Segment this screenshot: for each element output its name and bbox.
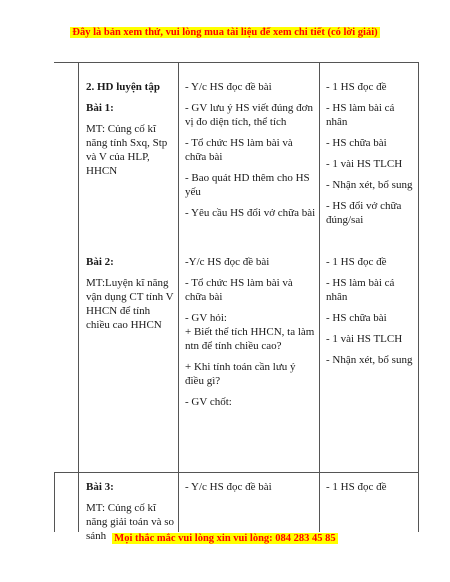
table-left-border [78, 62, 79, 532]
bai3-left-cell [86, 480, 176, 550]
student-step: - HS chữa bài [326, 312, 387, 324]
student-step: - 1 HS đọc đề [326, 481, 387, 493]
bai1-left-cell [86, 80, 174, 185]
student-step: - 1 HS đọc đề [326, 256, 387, 268]
exercise-title: Bài 1: [86, 102, 114, 114]
teacher-step: - Tổ chức HS làm bài và chữa bài [185, 137, 293, 163]
bai2-left-cell [86, 255, 174, 339]
exercise-goal: MT: Củng cố kĩ năng giải toán và so sánh [86, 502, 174, 542]
bai1-student-cell [326, 80, 416, 234]
student-step: - 1 vài HS TLCH [326, 158, 403, 170]
table-column-divider-2 [319, 62, 320, 532]
bai2-student-cell [326, 255, 416, 374]
student-step: - HS làm bài cá nhân [326, 102, 395, 128]
table-right-border [418, 62, 419, 532]
contact-banner [0, 533, 450, 544]
teacher-step: -Y/c HS đọc đề bài [185, 256, 270, 268]
section-heading: 2. HD luyện tập [86, 81, 160, 93]
teacher-step: - Y/c HS đọc đề bài [185, 81, 272, 93]
teacher-step: - GV lưu ý HS viết đúng đơn vị đo diện tích, thể tích [185, 102, 313, 128]
teacher-step: - GV chốt: [185, 396, 232, 408]
student-step: - 1 vài HS TLCH [326, 333, 403, 345]
exercise-goal: MT:Luyện kĩ năng vận dụng CT tính V HHCN để tính chiều cao HHCN [86, 277, 174, 331]
student-step: - HS đổi vở chữa đúng/sai [326, 200, 402, 226]
student-step: - Nhận xét, bổ sung [326, 179, 413, 191]
teacher-step: - Bao quát HD thêm cho HS yếu [185, 172, 310, 198]
student-step: - 1 HS đọc đề [326, 81, 387, 93]
student-step: - HS chữa bài [326, 137, 387, 149]
exercise-title: Bài 2: [86, 256, 114, 268]
exercise-goal: MT: Củng cố kĩ năng tính Sxq, Stp và V của HLP, HHCN [86, 123, 168, 177]
bai3-student-cell [326, 480, 416, 501]
table-outer-left-border [54, 472, 55, 532]
bai2-teacher-cell [185, 255, 316, 416]
table-top-border [54, 62, 418, 63]
teacher-step: - GV hỏi: [185, 312, 227, 324]
teacher-step: + Khi tính toán cần lưu ý điều gì? [185, 361, 296, 387]
contact-banner-text: Mọi thắc mắc vui lòng xin vui lòng: 084 283 45 85 [114, 533, 336, 544]
teacher-step: + Biết thể tích HHCN, ta làm ntn để tính chiều cao? [185, 326, 315, 352]
student-step: - HS làm bài cá nhân [326, 277, 395, 303]
teacher-step: - Yêu cầu HS đổi vở chữa bài [185, 207, 316, 219]
bai1-teacher-cell [185, 80, 316, 227]
bai3-teacher-cell [185, 480, 316, 501]
table-column-divider-1 [178, 62, 179, 532]
exercise-title: Bài 3: [86, 481, 114, 493]
preview-banner-text: Đây là bản xem thử, vui lòng mua tài liệu để xem chi tiết (có lời giải) [72, 27, 378, 38]
teacher-step: - Tổ chức HS làm bài và chữa bài [185, 277, 293, 303]
table-row-divider [54, 472, 418, 473]
preview-banner [0, 27, 450, 38]
teacher-step: - Y/c HS đọc đề bài [185, 481, 272, 493]
student-step: - Nhận xét, bổ sung [326, 354, 413, 366]
